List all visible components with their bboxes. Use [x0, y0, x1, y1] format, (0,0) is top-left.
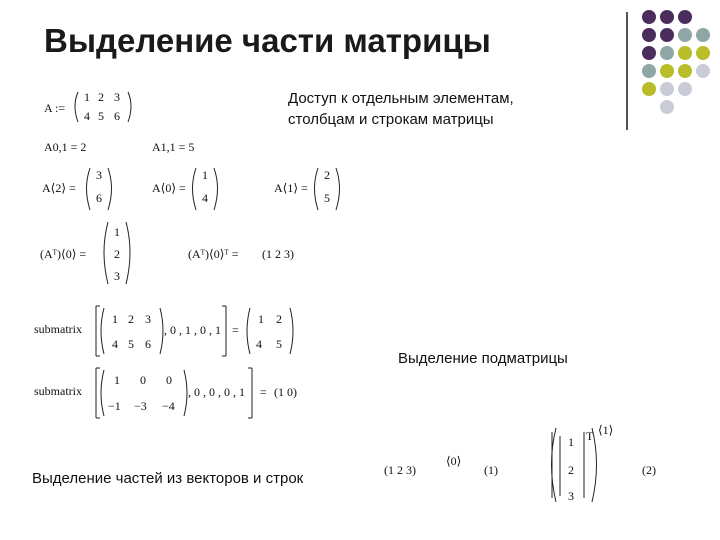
- left-bracket: [96, 368, 100, 418]
- left-paren: [87, 168, 91, 210]
- left-paren: [75, 92, 78, 122]
- a-def-label: A :=: [44, 101, 66, 115]
- matrix-cell: 1: [114, 373, 120, 387]
- column-cell: 5: [324, 191, 330, 205]
- left-bracket: [96, 306, 100, 356]
- matrix-cell: 1: [112, 312, 118, 326]
- matrix-cell: 2: [276, 312, 282, 326]
- transpose-mark: T: [586, 429, 594, 443]
- matrix-cell: 3: [114, 90, 120, 104]
- column-cell: 1: [202, 168, 208, 182]
- right-bracket: [222, 306, 226, 356]
- matrix-cell: 2: [98, 90, 104, 104]
- column-cell: 2: [568, 463, 574, 477]
- right-paren: [214, 168, 218, 210]
- row-vector: (1 2 3): [384, 463, 416, 477]
- function-name: submatrix: [34, 322, 82, 336]
- left-paren: [315, 168, 319, 210]
- left-paren: [247, 308, 250, 354]
- matrix-cell: 5: [276, 337, 282, 351]
- matrix-cell: 5: [98, 109, 104, 123]
- column-cell: 1: [114, 225, 120, 239]
- row-vector: (1 2 3): [262, 247, 294, 261]
- matrix-cell: 4: [84, 109, 90, 123]
- right-bracket: [248, 368, 252, 418]
- row-vector: (1 0): [274, 385, 297, 399]
- right-paren: [160, 308, 163, 354]
- superscript: ⟨1⟩: [598, 423, 614, 437]
- function-name: submatrix: [34, 384, 82, 398]
- matrix-cell: 2: [128, 312, 134, 326]
- matrix-cell: 0: [140, 373, 146, 387]
- equals-sign: =: [232, 323, 239, 337]
- column-cell: 1: [568, 435, 574, 449]
- matrix-cell: 4: [112, 337, 118, 351]
- left-paren: [193, 168, 197, 210]
- caption-vectors: Выделение частей из векторов и строк: [32, 470, 304, 487]
- column-cell: 3: [114, 269, 120, 283]
- page-title: Выделение части матрицы: [44, 22, 491, 59]
- matrix-cell: 4: [256, 337, 262, 351]
- column-label: A⟨1⟩ =: [274, 181, 308, 195]
- caption-access-line1: Доступ к отдельным элементам,: [288, 90, 514, 107]
- element-access-1: A0,1 = 2: [44, 140, 87, 154]
- right-paren: [336, 168, 340, 210]
- matrix-cell: 1: [258, 312, 264, 326]
- matrix-cell: −4: [162, 399, 175, 413]
- matrix-cell: 5: [128, 337, 134, 351]
- column-label: A⟨2⟩ =: [42, 181, 76, 195]
- matrix-cell: −3: [134, 399, 147, 413]
- matrix-cell: 3: [145, 312, 151, 326]
- column-label: A⟨0⟩ =: [152, 181, 186, 195]
- transpose-label: (Aᵀ)⟨0⟩ᵀ =: [188, 247, 239, 261]
- left-paren: [104, 222, 108, 284]
- matrix-cell: 6: [114, 109, 120, 123]
- column-cell: 2: [114, 247, 120, 261]
- left-paren: [101, 370, 104, 416]
- caption-access-line2: столбцам и строкам матрицы: [288, 111, 494, 128]
- submatrix-args: , 0 , 1 , 0 , 1: [164, 323, 221, 337]
- result-vector: (1): [484, 463, 498, 477]
- right-paren: [108, 168, 112, 210]
- column-cell: 3: [96, 168, 102, 182]
- transpose-label: (Aᵀ)⟨0⟩ =: [40, 247, 87, 261]
- matrix-cell: 0: [166, 373, 172, 387]
- matrix-cell: −1: [108, 399, 121, 413]
- submatrix-args: , 0 , 0 , 0 , 1: [188, 385, 245, 399]
- right-paren: [128, 92, 131, 122]
- matrix-cell: 1: [84, 90, 90, 104]
- equals-sign: =: [260, 385, 267, 399]
- superscript: ⟨0⟩: [446, 454, 462, 468]
- caption-submatrix: Выделение подматрицы: [398, 350, 568, 367]
- column-cell: 3: [568, 489, 574, 503]
- column-cell: 6: [96, 191, 102, 205]
- right-paren: [184, 370, 187, 416]
- right-paren: [126, 222, 130, 284]
- matrix-cell: 6: [145, 337, 151, 351]
- column-cell: 4: [202, 191, 208, 205]
- column-cell: 2: [324, 168, 330, 182]
- element-access-2: A1,1 = 5: [152, 140, 195, 154]
- result-vector: (2): [642, 463, 656, 477]
- right-paren: [290, 308, 293, 354]
- left-paren: [101, 308, 104, 354]
